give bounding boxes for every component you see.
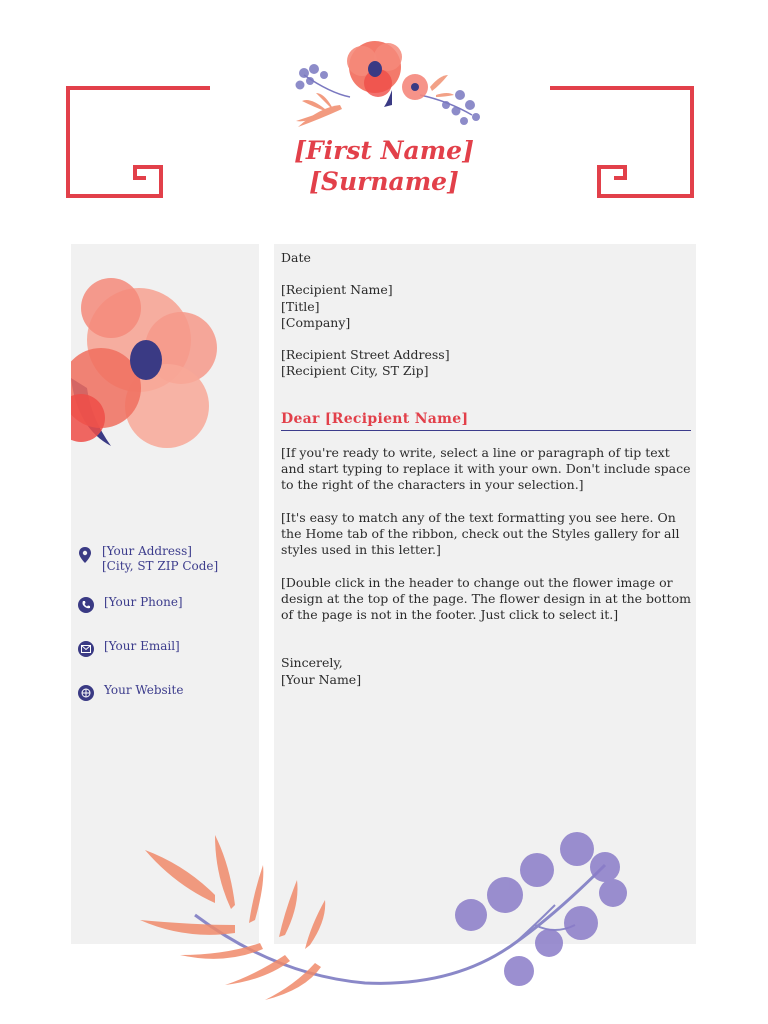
recipient-city[interactable]: [Recipient City, ST Zip] [281,363,429,379]
sidebar-poppy-illustration [71,268,221,458]
bottom-flower-illustration [135,825,635,1010]
body-paragraph[interactable]: [If you're ready to write, select a line or paragraph of tip text and start typing to replace it with your own. Don't include space to the right of the characters in your selection.] [281,444,691,493]
name-block [234,135,534,197]
body-paragraph[interactable]: [Double click in the header to change out the flower image or design at the top of the page. The flower design in at the bottom of the page is not in the footer. Just click to select it.] [281,574,691,623]
address-line-2[interactable]: [City, ST ZIP Code] [102,559,219,573]
closing[interactable]: Sincerely, [281,655,343,671]
contact-email [78,639,180,657]
website-text[interactable]: Your Website [104,683,184,697]
first-name[interactable]: [First Name] [294,136,474,165]
contact-phone [78,595,183,613]
letter-body [281,250,693,688]
right-corner-frame [545,80,705,205]
recipient-street[interactable]: [Recipient Street Address] [281,347,450,363]
contact-website [78,683,183,701]
body-paragraph[interactable]: [It's easy to match any of the text formatting you see here. On the Home tab of the ribbon, check out the Styles gallery for all styles used in this letter.] [281,509,680,558]
recipient-title[interactable]: [Title] [281,298,320,314]
greeting-underline [281,430,691,431]
email-text[interactable]: [Your Email] [104,639,180,653]
location-pin-icon [78,547,92,563]
signature[interactable]: [Your Name] [281,671,362,687]
surname[interactable]: [Surname] [309,167,459,196]
recipient-company[interactable]: [Company] [281,314,351,330]
email-icon [78,641,94,657]
contact-address [78,544,218,574]
website-icon [78,685,94,701]
phone-icon [78,597,94,613]
header-flower-illustration [280,35,490,135]
address-line-1[interactable]: [Your Address] [102,544,192,558]
left-corner-frame [60,80,220,205]
letter-date[interactable]: Date [281,250,311,265]
phone-text[interactable]: [Your Phone] [104,595,183,609]
greeting[interactable]: Dear [Recipient Name] [281,410,469,427]
recipient-name[interactable]: [Recipient Name] [281,282,393,298]
